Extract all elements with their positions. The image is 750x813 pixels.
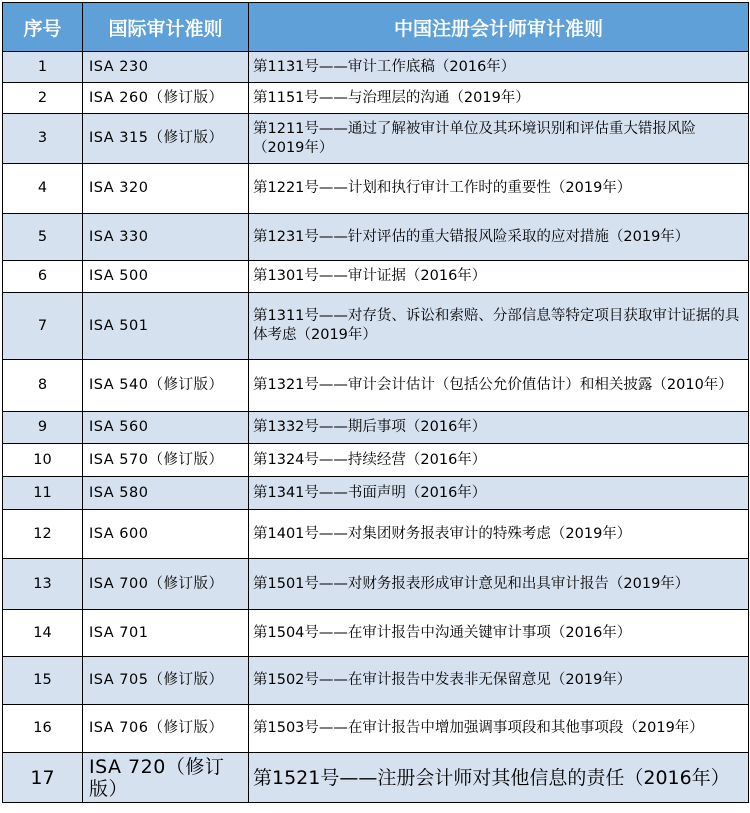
isa-standard: ISA 260（修订版）: [83, 83, 249, 114]
isa-standard: ISA 315（修订版）: [83, 114, 249, 164]
cn-standard: 第1504号——在审计报告中沟通关键审计事项（2016年）: [249, 610, 749, 657]
table-row: [3, 114, 749, 164]
header-cn: 中国注册会计师审计准则: [249, 3, 749, 52]
table-row: [3, 261, 749, 293]
row-number: 9: [3, 412, 83, 444]
row-number: 3: [3, 114, 83, 164]
row-number: 7: [3, 293, 83, 360]
isa-standard: ISA 700（修订版）: [83, 559, 249, 610]
isa-standard: ISA 500: [83, 261, 249, 293]
table-row: [3, 52, 749, 83]
isa-standard: ISA 600: [83, 510, 249, 559]
header-row: [3, 3, 749, 52]
isa-standard: ISA 540（修订版）: [83, 360, 249, 412]
header-isa: 国际审计准则: [83, 3, 249, 52]
isa-standard: ISA 706（修订版）: [83, 705, 249, 753]
row-number: 16: [3, 705, 83, 753]
row-number: 15: [3, 657, 83, 705]
table-row: [3, 293, 749, 360]
table-row: [3, 753, 749, 803]
row-number: 14: [3, 610, 83, 657]
table-row: [3, 412, 749, 444]
row-number: 17: [3, 753, 83, 803]
table-row: [3, 477, 749, 510]
isa-standard: ISA 501: [83, 293, 249, 360]
isa-standard: ISA 320: [83, 164, 249, 214]
cn-standard: 第1324号——持续经营（2016年）: [249, 444, 749, 477]
cn-standard: 第1502号——在审计报告中发表非无保留意见（2019年）: [249, 657, 749, 705]
row-number: 8: [3, 360, 83, 412]
cn-standard: 第1503号——在审计报告中增加强调事项段和其他事项段（2019年）: [249, 705, 749, 753]
row-number: 13: [3, 559, 83, 610]
isa-standard: ISA 330: [83, 214, 249, 261]
row-number: 6: [3, 261, 83, 293]
isa-standard: ISA 230: [83, 52, 249, 83]
table-row: [3, 657, 749, 705]
isa-standard: ISA 570（修订版）: [83, 444, 249, 477]
table-row: [3, 83, 749, 114]
cn-standard: 第1501号——对财务报表形成审计意见和出具审计报告（2019年）: [249, 559, 749, 610]
table-row: [3, 164, 749, 214]
cn-standard: 第1311号——对存货、诉讼和索赔、分部信息等特定项目获取审计证据的具体考虑（2019年）: [249, 293, 749, 360]
table-row: [3, 705, 749, 753]
row-number: 11: [3, 477, 83, 510]
cn-standard: 第1131号——审计工作底稿（2016年）: [249, 52, 749, 83]
isa-standard: ISA 580: [83, 477, 249, 510]
row-number: 12: [3, 510, 83, 559]
cn-standard: 第1521号——注册会计师对其他信息的责任（2016年）: [249, 753, 749, 803]
cn-standard: 第1401号——对集团财务报表审计的特殊考虑（2019年）: [249, 510, 749, 559]
cn-standard: 第1332号——期后事项（2016年）: [249, 412, 749, 444]
table-row: [3, 214, 749, 261]
table-row: [3, 559, 749, 610]
row-number: 2: [3, 83, 83, 114]
cn-standard: 第1341号——书面声明（2016年）: [249, 477, 749, 510]
cn-standard: 第1211号——通过了解被审计单位及其环境识别和评估重大错报风险（2019年）: [249, 114, 749, 164]
row-number: 4: [3, 164, 83, 214]
isa-standard: ISA 720（修订版）: [83, 753, 249, 803]
header-seq: 序号: [3, 3, 83, 52]
cn-standard: 第1231号——针对评估的重大错报风险采取的应对措施（2019年）: [249, 214, 749, 261]
audit-standards-table: [2, 2, 749, 803]
isa-standard: ISA 701: [83, 610, 249, 657]
isa-standard: ISA 560: [83, 412, 249, 444]
table-row: [3, 444, 749, 477]
row-number: 10: [3, 444, 83, 477]
table-row: [3, 360, 749, 412]
table-row: [3, 610, 749, 657]
cn-standard: 第1301号——审计证据（2016年）: [249, 261, 749, 293]
table-row: [3, 510, 749, 559]
cn-standard: 第1221号——计划和执行审计工作时的重要性（2019年）: [249, 164, 749, 214]
cn-standard: 第1321号——审计会计估计（包括公允价值估计）和相关披露（2010年）: [249, 360, 749, 412]
cn-standard: 第1151号——与治理层的沟通（2019年）: [249, 83, 749, 114]
isa-standard: ISA 705（修订版）: [83, 657, 249, 705]
row-number: 1: [3, 52, 83, 83]
row-number: 5: [3, 214, 83, 261]
